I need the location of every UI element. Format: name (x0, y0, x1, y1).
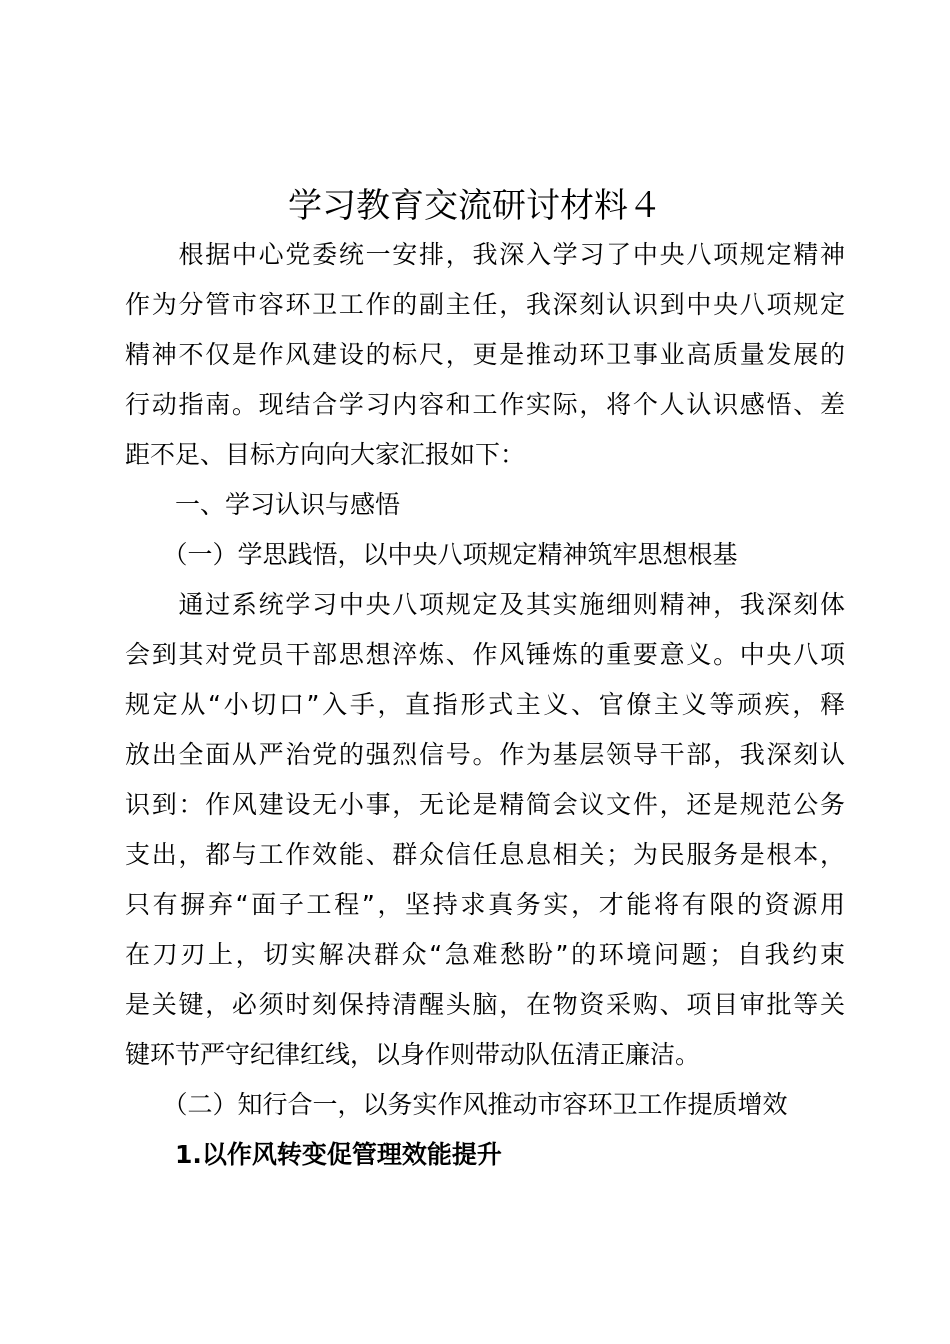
paragraph-line: 根据中心党委统一安排，我深入学习了中央八项规定精神 (125, 240, 845, 269)
section-heading: 一、学习认识与感悟 (125, 490, 401, 519)
item-heading: 1.以作风转变促管理效能提升 (125, 1140, 502, 1169)
paragraph-line: 键环节严守纪律红线，以身作则带动队伍清正廉洁。 (125, 1040, 701, 1069)
paragraph-line: 距不足、目标方向向大家汇报如下： (125, 440, 526, 469)
paragraph-line: 识到：作风建设无小事，无论是精简会议文件，还是规范公务 (125, 790, 845, 819)
paragraph-line: 精神不仅是作风建设的标尺，更是推动环卫事业高质量发展的 (125, 340, 845, 369)
paragraph-line: 是关键，必须时刻保持清醒头脑，在物资采购、项目审批等关 (125, 990, 845, 1019)
paragraph-line: 只有摒弃“面子工程”，坚持求真务实，才能将有限的资源用 (125, 890, 845, 919)
paragraph-line: 放出全面从严治党的强烈信号。作为基层领导干部，我深刻认 (125, 740, 845, 769)
subsection-heading: （二）知行合一，以务实作风推动市容环卫工作提质增效 (125, 1090, 788, 1119)
paragraph-line: 作为分管市容环卫工作的副主任，我深刻认识到中央八项规定 (125, 290, 845, 319)
subsection-heading: （一）学思践悟，以中央八项规定精神筑牢思想根基 (125, 540, 738, 569)
paragraph-line: 行动指南。现结合学习内容和工作实际，将个人认识感悟、差 (125, 390, 845, 419)
paragraph-line: 规定从“小切口”入手，直指形式主义、官僚主义等顽疾，释 (125, 690, 845, 719)
document-title: 学习教育交流研讨材料４ (288, 186, 662, 226)
paragraph-line: 会到其对党员干部思想淬炼、作风锤炼的重要意义。中央八项 (125, 640, 845, 669)
paragraph-line: 在刀刃上，切实解决群众“急难愁盼”的环境问题；自我约束 (125, 940, 845, 969)
paragraph-line: 支出，都与工作效能、群众信任息息相关；为民服务是根本， (125, 840, 845, 869)
paragraph-line: 通过系统学习中央八项规定及其实施细则精神，我深刻体 (125, 590, 845, 619)
